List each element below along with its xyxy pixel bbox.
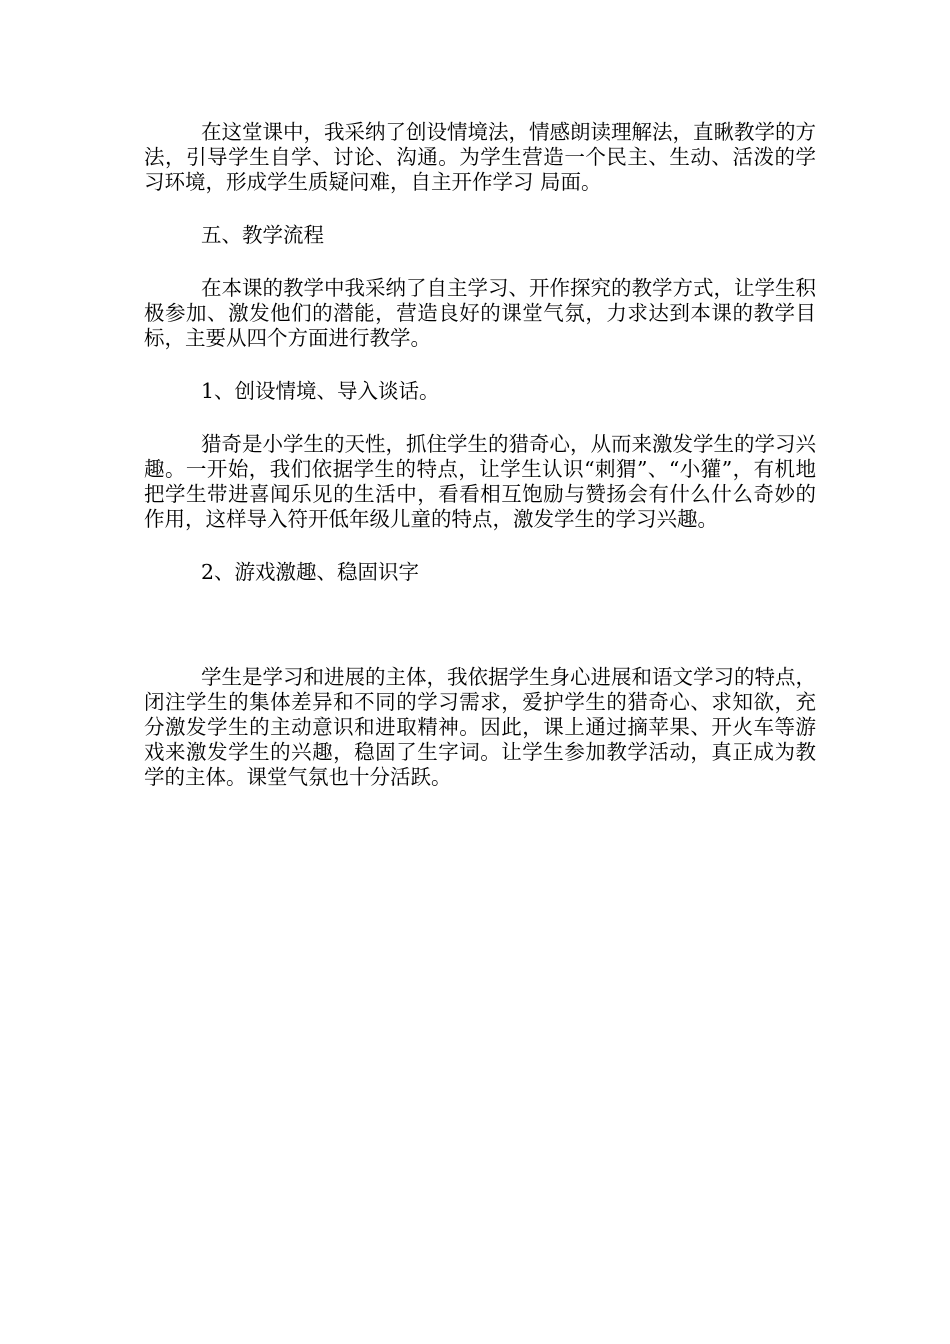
paragraph-spacer <box>144 404 816 432</box>
paragraph-spacer <box>144 351 816 379</box>
paragraph-spacer <box>144 195 816 223</box>
paragraph-step-2-body: 学生是学习和进展的主体，我依据学生身心进展和语文学习的特点，闭注学生的集体差异和不同的学习需求，爱护学生的猎奇心、求知欲，充分激发学生的主动意识和进取精神。因此，课上通过摘苹果、开火车等游戏来激发学生的兴趣，稳固了生字词。让学生参加教学活动，真正成为教学的主体。课堂气氛也十分活跃。 <box>144 665 816 789</box>
paragraph-spacer <box>144 585 816 665</box>
heading-teaching-process: 五、教学流程 <box>201 223 324 247</box>
document-page <box>144 120 816 790</box>
heading-step-1: 1、创设情境、导入谈话。 <box>201 379 440 403</box>
heading-step-2: 2、游戏激趣、稳固识字 <box>201 560 420 584</box>
paragraph-teaching-approach: 在本课的教学中我采纳了自主学习、开作探究的教学方式，让学生积极参加、激发他们的潜能，营造良好的课堂气氛，力求达到本课的教学目标，主要从四个方面进行教学。 <box>144 276 816 350</box>
paragraph-spacer <box>144 532 816 560</box>
paragraph-teaching-methods: 在这堂课中，我采纳了创设情境法，情感朗读理解法，直瞅教学的方法，引导学生自学、讨论、沟通。为学生营造一个民主、生动、活泼的学习环境，形成学生质疑问难，自主开作学习 局面。 <box>144 120 816 194</box>
paragraph-step-1-body: 猎奇是小学生的天性，抓住学生的猎奇心，从而来激发学生的学习兴趣。一开始，我们依据学生的特点，让学生认识“刺猬”、“小獾”，有机地把学生带进喜闻乐见的生活中，看看相互饱励与赞扬会有什么什么奇妙的作用，这样导入符开低年级儿童的特点，激发学生的学习兴趣。 <box>144 432 816 531</box>
paragraph-spacer <box>144 248 816 276</box>
